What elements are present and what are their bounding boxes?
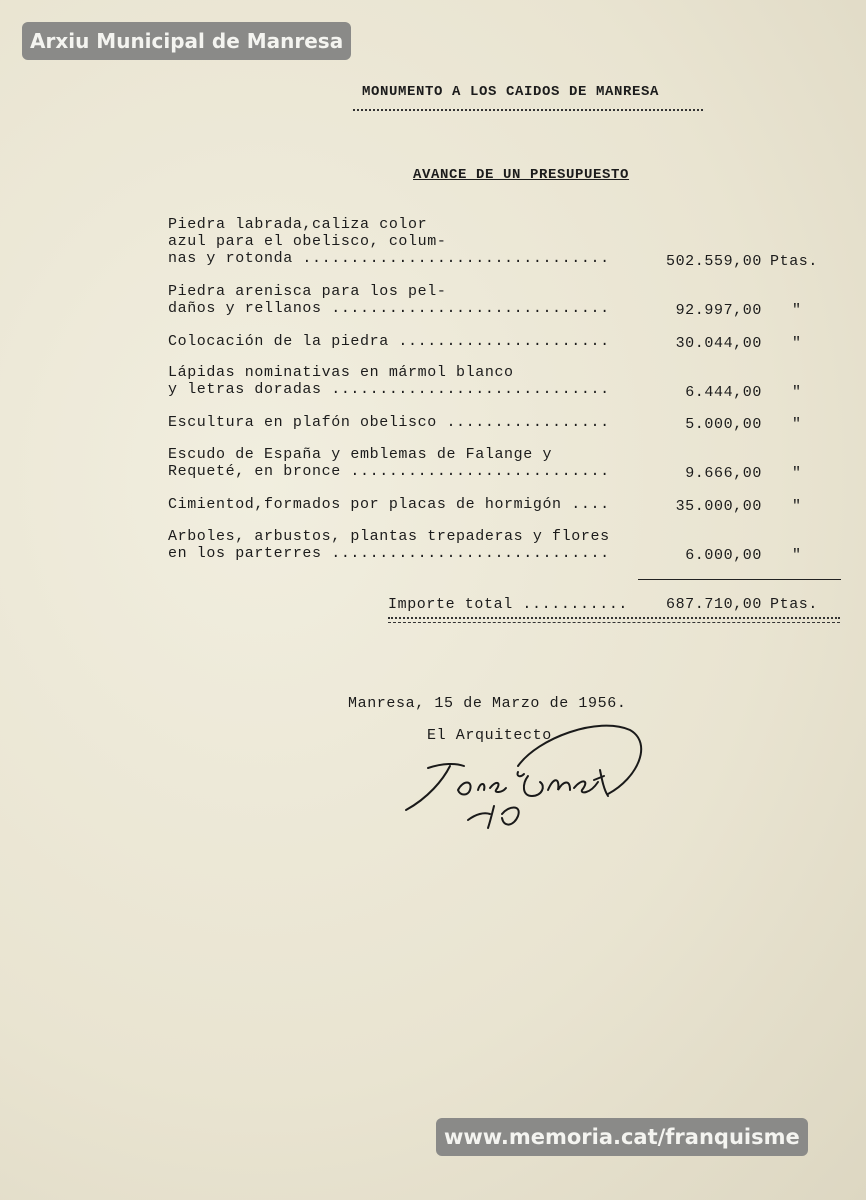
ditto-mark: " [792, 416, 802, 433]
budget-item-3 [168, 333, 610, 350]
ditto-mark: " [792, 384, 802, 401]
item-amount: 30.044,00 [675, 335, 762, 352]
document-subtitle: AVANCE DE UN PRESUPUESTO [413, 167, 630, 183]
item-line: Requeté, en bronce ........................... [168, 463, 610, 480]
signatory-title: El Arquitecto [427, 727, 552, 744]
ditto-mark: " [792, 547, 802, 564]
item-unit: Ptas. [770, 253, 819, 270]
budget-item-4 [168, 364, 610, 398]
total-label: Importe total ........... [388, 596, 629, 613]
item-amount: 92.997,00 [675, 302, 762, 319]
item-line: Escudo de España y emblemas de Falange y [168, 446, 553, 463]
budget-item-6 [168, 446, 610, 480]
item-line: en los parterres ............................. [168, 545, 610, 562]
ditto-mark: " [792, 498, 802, 515]
item-line: Piedra arenisca para los pel- [168, 283, 447, 300]
total-double-underline [388, 617, 840, 619]
place-date: Manresa, 15 de Marzo de 1956. [348, 695, 627, 712]
ditto-mark: " [792, 465, 802, 482]
item-line: y letras doradas ............................. [168, 381, 610, 398]
ditto-mark: " [792, 302, 802, 319]
total-double-underline [388, 622, 840, 623]
budget-item-5 [168, 414, 610, 431]
item-amount: 6.000,00 [685, 547, 762, 564]
item-line: Escultura en plafón obelisco ................. [168, 414, 610, 431]
item-line: Cimientod,formados por placas de hormigón .... [168, 496, 610, 513]
budget-item-2 [168, 283, 610, 317]
archive-watermark: Arxiu Municipal de Manresa [22, 22, 351, 60]
item-amount: 5.000,00 [685, 416, 762, 433]
item-line: Arboles, arbustos, plantas trepaderas y flores [168, 528, 610, 545]
ditto-mark: " [792, 335, 802, 352]
website-watermark: www.memoria.cat/franquisme [436, 1118, 808, 1156]
budget-item-7 [168, 496, 610, 513]
item-amount: 6.444,00 [685, 384, 762, 401]
sum-line [638, 579, 841, 580]
item-amount: 35.000,00 [675, 498, 762, 515]
item-line: Piedra labrada,caliza color [168, 216, 428, 233]
item-line: daños y rellanos ............................. [168, 300, 610, 317]
item-line: nas y rotonda ................................ [168, 250, 610, 267]
document-title: MONUMENTO A LOS CAIDOS DE MANRESA [362, 84, 660, 100]
item-amount: 502.559,00 [665, 253, 762, 270]
item-line: Colocación de la piedra ...................... [168, 333, 610, 350]
item-amount: 9.666,00 [685, 465, 762, 482]
budget-item-1 [168, 216, 610, 267]
title-underline [353, 109, 703, 111]
budget-item-8 [168, 528, 610, 562]
handwritten-signature [398, 718, 658, 838]
total-unit: Ptas. [770, 596, 819, 613]
item-line: azul para el obelisco, colum- [168, 233, 447, 250]
total-amount: 687.710,00 [665, 596, 762, 613]
item-line: Lápidas nominativas en mármol blanco [168, 364, 514, 381]
